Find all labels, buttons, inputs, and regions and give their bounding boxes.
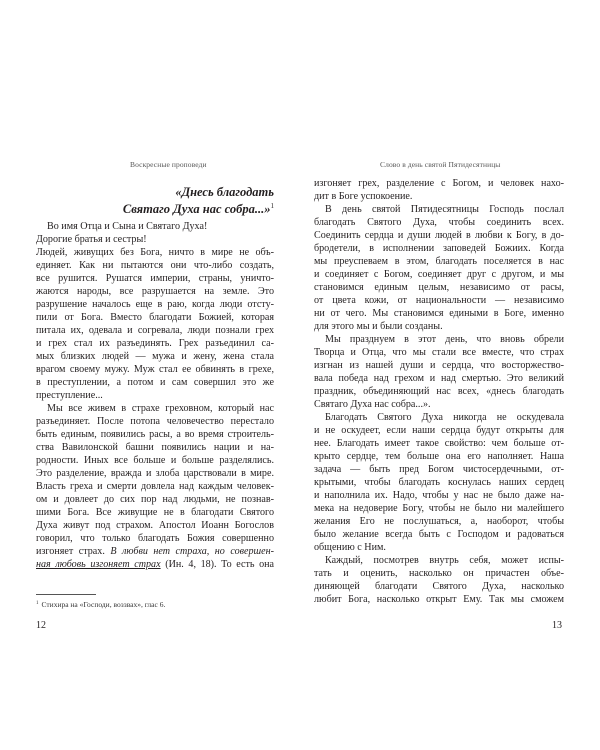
text-line: для этого мы и были созданы. [314, 321, 443, 332]
sermon-title-line-2-text: Святаго Духа нас собра...» [122, 202, 271, 217]
scripture-quote: В любви нет страха, но совершен- [110, 546, 274, 557]
text-line: ом и довлеет до сих пор над людьми, не познав- [36, 494, 274, 505]
text-line: было желание всегда быть с Господом и радоваться [314, 529, 564, 540]
text-line: единяет. Как ни пытаются они что-либо создать, [36, 260, 274, 271]
text-line: питала их, одевала и согревала, люди познали грех [36, 325, 274, 336]
text-line: Соединить сердца и души людей в любви к Богу, в до- [314, 230, 564, 241]
sermon-title-line-1: «Днесь благодать [175, 185, 274, 199]
running-head-left: Воскресные проповеди [130, 160, 207, 169]
text-line: жаются народы, все разрушается на земле. Это [36, 286, 274, 297]
footnote-divider [36, 594, 96, 595]
running-head-right: Слово в день святой Пятидесятницы [380, 160, 501, 169]
page-number-right: 13 [552, 620, 562, 631]
text-line: и наполнила их. Надо, чтобы у нас не было даже на- [314, 490, 564, 501]
text-line: преступление... [36, 390, 103, 401]
text-line: разрушение началось еще в раю, когда люди отсту- [36, 299, 274, 310]
text-line: шими Бога. Все живущие не в благодати Святого [36, 507, 274, 518]
text-line-mixed [36, 558, 274, 571]
text-line: и грех стал их разъединять. Грех разъединил са- [36, 338, 274, 349]
text-line: праздник, объединяющий нас всех, «днесь благодать [314, 386, 564, 397]
text-line: Духа живут под страхом. Апостол Иоанн Богослов [36, 520, 274, 531]
text-line: изгоняет грех, разделение с Богом, и человек нахо- [314, 178, 564, 189]
footnote [36, 600, 165, 609]
text-line: В день святой Пятидесятницы Господь послал [325, 204, 564, 215]
text-line: Святаго Духа нас собра...». [314, 399, 431, 410]
text-line: изгнан из нашей души и сердца, что восторжество- [314, 360, 564, 371]
text-line: в преступлении, а потом и сам совершил это же [36, 377, 274, 388]
text-line: и не оскудеет, если наши сердца будут открыты для [314, 425, 564, 436]
text-line: Во имя Отца и Сына и Святаго Духа! [47, 221, 208, 232]
text-line: мека на недоверие Богу, чтобы не было ни малейшего [314, 503, 564, 514]
text-line: бродетели, в исполнении заповедей Божиих. Когда [314, 243, 564, 254]
text-line: Мы все живем в страхе греховном, который нас [47, 403, 274, 414]
text-segment: (Ин. 4, 18). То есть она [160, 559, 274, 570]
text-line: благодать Святого Духа, чтобы соединить всех. [314, 217, 564, 228]
text-line: тать и оценить, насколько он причастен объе- [314, 568, 564, 579]
text-line: от цвета кожи, от национальности — независимо [314, 295, 564, 306]
scripture-quote: ная любовь изгоняет страх [36, 559, 161, 570]
text-segment: изгоняет страх. [36, 546, 111, 557]
text-line: мы преуспеваем в этом, благодать поселяется в нас [314, 256, 564, 267]
sermon-title [36, 185, 274, 216]
text-line: нее. Благодать имеет такое свойство: чем больше от- [314, 438, 564, 449]
text-line: Людей, живущих без Бога, ничто в мире не объ- [36, 247, 274, 258]
text-line: врагом своему мужу. Муж стал ее обвинять в грехе, [36, 364, 274, 375]
text-line: и соединяет с Богом, соединяет друг с другом, и мы [314, 269, 564, 280]
text-line: Это разделение, вражда и злоба царствовали в мире. [36, 468, 274, 479]
text-line: становимся единым целым, независимо от расы, [314, 282, 564, 293]
text-line: родности. Иных все больше и больше разделялись. [36, 455, 274, 466]
text-line: вала победа над грехом и над смертью. Это великий [314, 373, 564, 384]
right-page [300, 0, 600, 750]
text-line: быть единым, появились расы, а во время строитель- [36, 429, 274, 440]
text-line: Благодать Святого Духа никогда не оскудевала [325, 412, 564, 423]
footnote-number: 1 [36, 600, 39, 606]
text-line: общению с Ним. [314, 542, 386, 553]
text-line: желания Его не послушаться, а, наоборот, чтобы [314, 516, 564, 527]
text-line: диняющей благодати Святого Духа, насколько [314, 581, 564, 592]
text-line: пили от Бога. Вместо благодати Божией, которая [36, 312, 274, 323]
footnote-text: Стихира на «Господи, воззвах», глас 6. [41, 600, 166, 609]
text-line: Власть греха и смерти довлела над каждым человек- [36, 481, 274, 492]
text-line: все рушится. Рушатся империи, страны, уничто- [36, 273, 274, 284]
page-number-left: 12 [36, 620, 46, 631]
text-line: ства Вавилонской башни появились нации и на- [36, 442, 274, 453]
text-line: Каждый, посмотрев внутрь себя, может испы- [325, 555, 564, 566]
text-line: крытыми, чтобы благодать коснулась наших сердец [314, 477, 564, 488]
text-line-mixed [36, 545, 274, 558]
sermon-title-line-2 [36, 199, 274, 216]
text-line: Дорогие братья и сестры! [36, 234, 147, 245]
text-line: говорил, что только благодать Божия совершенно [36, 533, 274, 544]
text-line: мых близких людей — мужа и жену, жена стала [36, 351, 274, 362]
text-line: задача — быть пред Богом чистосердечными, от- [314, 464, 564, 475]
text-line: дит в Боге успокоение. [314, 191, 413, 202]
text-line: разъединяет. После потопа человечество перестало [36, 416, 274, 427]
footnote-marker: 1 [270, 202, 274, 210]
text-line: крыто сердце, тем больше она его наполняет. Наша [314, 451, 564, 462]
text-line: Мы празднуем в этот день, что вновь обрели [325, 334, 564, 345]
text-line: любит Бога, насколько открыт Ему. Так мы сможем [314, 594, 564, 605]
text-line: Творца и Отца, что мы стали все вместе, что страх [314, 347, 564, 358]
text-line: ни от чего. Мы становимся едиными в Боге, именно [314, 308, 564, 319]
